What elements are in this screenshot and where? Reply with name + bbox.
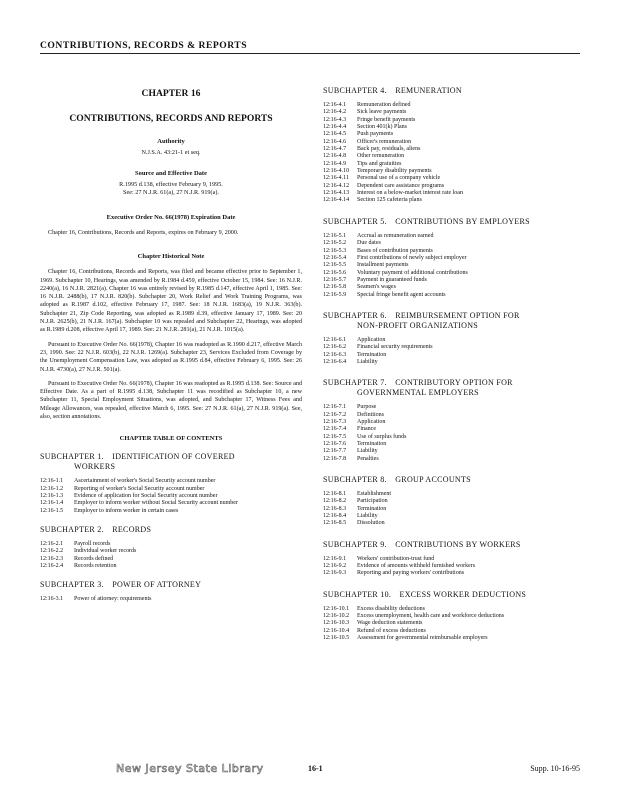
authority-text: N.J.S.A. 43:21-1 et seq. [141,149,201,156]
section-title: Termination [357,505,387,512]
section-number: 12:16-4.12 [323,182,350,189]
section-title: Evidence of application for Social Security account number [74,493,218,500]
section-title: Payroll records [74,541,111,548]
section-number: 12:16-2.4 [40,563,64,570]
section-number: 12:16-7.8 [323,455,347,462]
section-title: Installment payments [357,262,409,269]
section-entry [323,441,589,448]
section-entry [323,139,589,146]
section-entry [40,486,302,493]
section-title: Other remuneration [357,153,405,160]
section-number: 12:16-2.2 [40,548,64,555]
section-entry [323,197,589,204]
section-title: Officer's remuneration [357,138,412,145]
section-list [323,337,589,366]
section-entry [323,570,589,577]
section-number: 12:16-5.5 [323,262,347,269]
section-title: Application [357,336,386,343]
toc-right [323,86,589,643]
section-entry [323,183,589,190]
subchapter-label: SUBCHAPTER 5. [323,216,387,226]
section-title: Evidence of amounts withheld furnished workers [357,563,476,570]
subchapter-label: SUBCHAPTER 7. [323,378,387,388]
section-title: Purpose [357,404,377,411]
section-title: Wage deduction statements [357,620,423,627]
subchapter-heading [323,475,589,485]
subchapter-heading [323,311,589,331]
section-entry [40,548,302,555]
subchapter-title: RECORDS [112,525,152,535]
section-entry [323,131,589,138]
section-number: 12:16-4.8 [323,153,347,160]
section-entry [323,240,589,247]
section-number: 12:16-4.4 [323,124,347,131]
section-entry [323,635,589,642]
section-number: 12:16-8.2 [323,498,347,505]
section-entry [323,337,589,344]
section-entry [323,248,589,255]
section-title: Records retention [74,563,117,570]
chapter-number: CHAPTER 16 [141,88,201,99]
section-number: 12:16-4.13 [323,190,350,197]
section-number: 12:16-1.2 [40,485,64,492]
authority-heading: Authority [157,138,185,145]
toc-heading: CHAPTER TABLE OF CONTENTS [119,435,223,443]
section-title: Liability [357,513,378,520]
section-title: Due dates [357,240,381,247]
section-entry [323,344,589,351]
section-entry [323,613,589,620]
section-number: 12:16-7.7 [323,448,347,455]
section-title: First contributions of newly subject employer [357,254,467,261]
subchapter-label: SUBCHAPTER 3. [40,580,104,590]
section-entry [323,146,589,153]
subchapter-label: SUBCHAPTER 1. [40,452,104,462]
section-number: 12:16-4.3 [323,116,347,123]
section-title: Ascertainment of worker's Social Security account number [74,478,216,485]
section-number: 12:16-10.5 [323,635,350,642]
section-entry [323,109,589,116]
source-line-1: R.1995 d.138, effective February 9, 1995. [119,181,223,188]
section-title: Liability [357,358,378,365]
section-number: 12:16-3.1 [40,596,64,603]
section-title: Termination [357,441,387,447]
section-number: 12:16-4.14 [323,197,350,204]
section-number: 12:16-1.4 [40,500,64,507]
section-number: 12:16-6.4 [323,358,347,365]
section-number: 12:16-8.4 [323,513,347,520]
subchapter-label: SUBCHAPTER 2. [40,525,104,535]
section-entry [323,277,589,284]
section-number: 12:16-5.3 [323,247,347,254]
history-heading: Chapter Historical Note [137,253,205,261]
section-title: Tips and gratuities [357,160,402,167]
section-number: 12:16-7.4 [323,426,347,433]
section-entry [40,508,302,515]
section-number: 12:16-9.3 [323,570,347,577]
subchapter-title: GROUP ACCOUNTS [395,475,471,485]
section-number: 12:16-4.2 [323,109,347,116]
section-title: Application [357,418,386,425]
section-entry [323,426,589,433]
supplement-date: Supp. 10-16-95 [530,764,580,773]
section-number: 12:16-4.9 [323,160,347,167]
subchapter-block [323,86,589,205]
subchapter-heading [323,540,589,550]
section-entry [40,478,302,485]
section-number: 12:16-6.1 [323,336,347,343]
section-number: 12:16-1.5 [40,507,64,514]
subchapter-heading [40,452,302,472]
source-heading: Source and Effective Date [135,170,207,177]
section-entry [323,262,589,269]
page-footer [40,762,580,776]
section-title: Temporary disability payments [357,168,432,175]
section-title: Penalties [357,455,379,462]
section-entry [323,520,589,527]
section-entry [323,563,589,570]
section-title: Participation [357,498,388,505]
section-title: Interest on a below-market interest rate loan [357,190,463,197]
section-title: Assessment for governmental reimbursable employers [357,635,488,642]
subchapter-block [323,590,589,643]
section-entry [323,175,589,182]
section-title: Liability [357,448,378,455]
history-paragraph: Pursuant to Executive Order No. 66(1978), Chapter 16 was readopted as R.1990 d.217, effective March 23, 1990. See: 22 N.J.R. 603(b), 22 N.J.R. 1269(a). Subchapter 23, Services Excluded from Coverage by the Unemployment Compensation Law, was adopted as R.1995 d.84, effective February 6, 1995. See: 26 N.J.R. 4730(a), 27 N.J.R. 501(a). [40,341,302,373]
section-number: 12:16-5.9 [323,291,347,298]
section-number: 12:16-5.1 [323,232,347,239]
subchapter-title-continued: GOVERNMENTAL EMPLOYERS [357,388,479,398]
chapter-title: CONTRIBUTIONS, RECORDS AND REPORTS [69,113,273,124]
subchapter-heading [323,86,589,96]
section-number: 12:16-4.10 [323,168,350,175]
section-entry [323,270,589,277]
subchapter-block [40,452,302,515]
section-number: 12:16-4.7 [323,146,347,153]
history-paragraph: Chapter 16, Contributions, Records and Reports, was filed and became effective prior to September 1, 1969. Subchapter 10, Hearings, was amended by R.1984 d.459, effective October 15, 1984. See: 16 N.J.R. 2240(a), 16 N.J.R. 2821(a). Chapter 16 was entirely revised by R.1985 d.147, effective April 1, 1985. See: 16 N.J.R. 2488(b), 17 N.J.R. 820(b). Subchapter 20, Work Relief and Work Training Programs, was adopted as R.1987 d.102, effective February 17, 1987. See: 18 N.J.R. 1683(a), 19 N.J.R. 363(b). Subchapter 21, Zip Code Reporting, was adopted as R.1989 d.39, effective January 17, 1989. See: 20 N.J.R. 2625(b), 21 N.J.R. 167(a). Subchapter 10 was repealed and Subchapter 22, Hearings, was adopted as R.1989 d.208, effective April 17, 1989. See: 21 N.J.R. 281(a), 21 N.J.R. 1015(a). [40,269,302,334]
section-entry [40,556,302,563]
section-entry [323,620,589,627]
subchapter-title: REIMBURSEMENT OPTION FOR [395,310,520,320]
subchapter-heading [323,378,589,398]
subchapter-heading [323,590,589,600]
section-number: 12:16-2.3 [40,555,64,562]
subchapter-heading [323,217,589,227]
section-list [323,233,589,299]
section-title: Section 401(k) Plans [357,124,407,131]
section-entry [323,233,589,240]
subchapter-block [323,540,589,578]
section-number: 12:16-7.5 [323,433,347,440]
subchapter-heading [40,580,302,590]
section-title: Employer to inform worker in certain cases [74,507,179,514]
section-title: Bases of contribution payments [357,247,433,254]
section-list [323,491,589,528]
section-title: Finance [357,426,376,433]
section-title: Power of attorney: requirements [74,596,152,603]
subchapter-title: POWER OF ATTORNEY [112,580,202,590]
section-title: Payment in guaranteed funds [357,276,427,283]
section-entry [323,456,589,463]
section-number: 12:16-5.8 [323,284,347,291]
section-title: Establishment [357,491,391,498]
section-number: 12:16-8.1 [323,491,347,498]
subchapter-title-continued: WORKERS [74,462,116,472]
section-entry [323,556,589,563]
section-number: 12:16-4.6 [323,138,347,145]
section-entry [323,117,589,124]
section-entry [40,541,302,548]
subchapter-title: CONTRIBUTORY OPTION FOR [395,378,513,388]
subchapter-block [323,311,589,366]
section-title: Financial security requirements [357,344,433,351]
section-title: Employer to inform worker without Social Security account number [74,500,238,507]
expiration-heading: Executive Order No. 66(1978) Expiration Date [106,214,236,221]
expiration-text: Chapter 16, Contributions, Records and Reports, expires on February 9, 2000. [48,230,239,236]
section-title: Voluntary payment of additional contributions [357,269,468,276]
section-list [323,556,589,578]
section-title: Seamen's wages [357,284,396,291]
section-title: Excess unemployment, health care and workforce deductions [357,613,505,620]
section-title: Dissolution [357,520,385,527]
section-title: Push payments [357,131,394,138]
section-number: 12:16-10.4 [323,627,350,634]
section-title: Reporting of worker's Social Security account number [74,485,205,492]
section-title: Personal use of a company vehicle [357,175,441,182]
section-number: 12:16-1.1 [40,478,64,485]
section-entry [323,359,589,366]
subchapter-block [323,217,589,299]
section-title: Fringe benefit payments [357,116,416,123]
section-number: 12:16-6.3 [323,351,347,358]
section-title: Reporting and paying workers' contributions [357,570,465,577]
section-number: 12:16-5.6 [323,269,347,276]
library-stamp: New Jersey State Library [116,762,264,775]
section-title: Definitions [357,411,384,418]
section-list [40,478,302,515]
section-list [323,102,589,205]
section-number: 12:16-5.2 [323,240,347,247]
section-entry [323,513,589,520]
section-title: Remuneration defined [357,102,411,108]
subchapter-title: IDENTIFICATION OF COVERED [112,452,235,462]
subchapter-title: CONTRIBUTIONS BY WORKERS [395,539,521,549]
section-entry [323,292,589,299]
subchapter-label: SUBCHAPTER 6. [323,310,387,320]
section-title: Dependent care assistance programs [357,182,445,189]
section-number: 12:16-7.1 [323,404,347,411]
section-title: Individual worker records [74,548,137,555]
section-entry [323,419,589,426]
section-list [40,541,302,570]
left-column [40,88,302,604]
section-title: Workers' contribution-trust fund [357,555,435,562]
page-number: 16-1 [308,764,323,773]
section-entry [323,161,589,168]
section-number: 12:16-10.3 [323,620,350,627]
section-title: Section 125 cafeteria plans [357,197,422,204]
subchapter-block [323,378,589,463]
section-entry [323,498,589,505]
section-number: 12:16-6.2 [323,344,347,351]
section-entry [40,563,302,570]
subchapter-label: SUBCHAPTER 9. [323,539,387,549]
section-entry [323,404,589,411]
section-entry [323,124,589,131]
section-entry [323,412,589,419]
subchapter-label: SUBCHAPTER 4. [323,86,387,95]
section-number: 12:16-4.11 [323,175,349,182]
section-title: Records defined [74,555,114,562]
section-title: Termination [357,351,387,358]
section-entry [323,284,589,291]
section-number: 12:16-4.1 [323,102,347,108]
section-entry [323,102,589,109]
section-entry [323,255,589,262]
section-number: 12:16-10.2 [323,613,350,620]
section-number: 12:16-9.2 [323,563,347,570]
section-number: 12:16-8.3 [323,505,347,512]
section-number: 12:16-9.1 [323,555,347,562]
subchapter-title: REMUNERATION [395,86,462,95]
section-number: 12:16-5.7 [323,276,347,283]
section-entry [323,352,589,359]
section-title: Use of surplus funds [357,433,407,440]
subchapter-label: SUBCHAPTER 8. [323,475,387,485]
subchapter-heading [40,525,302,535]
section-number: 12:16-5.4 [323,254,347,261]
section-number: 12:16-7.3 [323,418,347,425]
section-list [323,606,589,643]
section-entry [323,491,589,498]
section-number: 12:16-10.1 [323,605,350,612]
subchapter-block [323,475,589,528]
section-title: Accrual as remuneration earned [357,232,434,239]
section-number: 12:16-4.5 [323,131,347,138]
subchapter-block [40,525,302,570]
subchapter-block [40,580,302,603]
section-title: Back pay, residuals, aliens [357,146,421,153]
section-number: 12:16-1.3 [40,493,64,500]
section-number: 12:16-2.1 [40,541,64,548]
section-number: 12:16-8.5 [323,520,347,527]
subchapter-label: SUBCHAPTER 10. [323,589,392,599]
section-number: 12:16-7.2 [323,411,347,418]
section-list [323,404,589,463]
section-title: Refund of excess deductions [357,627,426,634]
section-entry [40,500,302,507]
running-header: CONTRIBUTIONS, RECORDS & REPORTS [40,40,580,54]
section-title: Sick leave payments [357,109,407,116]
source-line-2: See: 27 N.J.R. 61(a), 27 N.J.R. 919(a). [123,189,219,196]
history-paragraph: Pursuant to Executive Order No. 66(1978), Chapter 16 was readopted as R.1995 d.138. See: Source and Effective Date. As a part of R.1995 d.138, Subchapter 11 was recodified as Subchapter 10, a new Subchapter 11, Special Employment Situations, was adopted, and Subchapter 17, Witness Fees and Mileage Allowances, was repealed, effective March 6, 1995. See: 27 N.J.R. 61(a), 27 N.J.R. 919(a). See, also, section annotations. [40,380,302,421]
section-entry [323,434,589,441]
subchapter-title: CONTRIBUTIONS BY EMPLOYERS [395,216,530,226]
section-number: 12:16-7.6 [323,441,347,447]
subchapter-title-continued: NON-PROFIT ORGANIZATIONS [357,320,479,330]
toc-left [40,452,302,603]
section-entry [40,596,302,603]
subchapter-title: EXCESS WORKER DEDUCTIONS [399,589,527,599]
section-entry [323,153,589,160]
section-entry [323,448,589,455]
section-title: Excess disability deductions [357,605,425,612]
section-entry [323,506,589,513]
section-list [40,596,302,603]
section-title: Special fringe benefit agent accounts [357,291,446,298]
